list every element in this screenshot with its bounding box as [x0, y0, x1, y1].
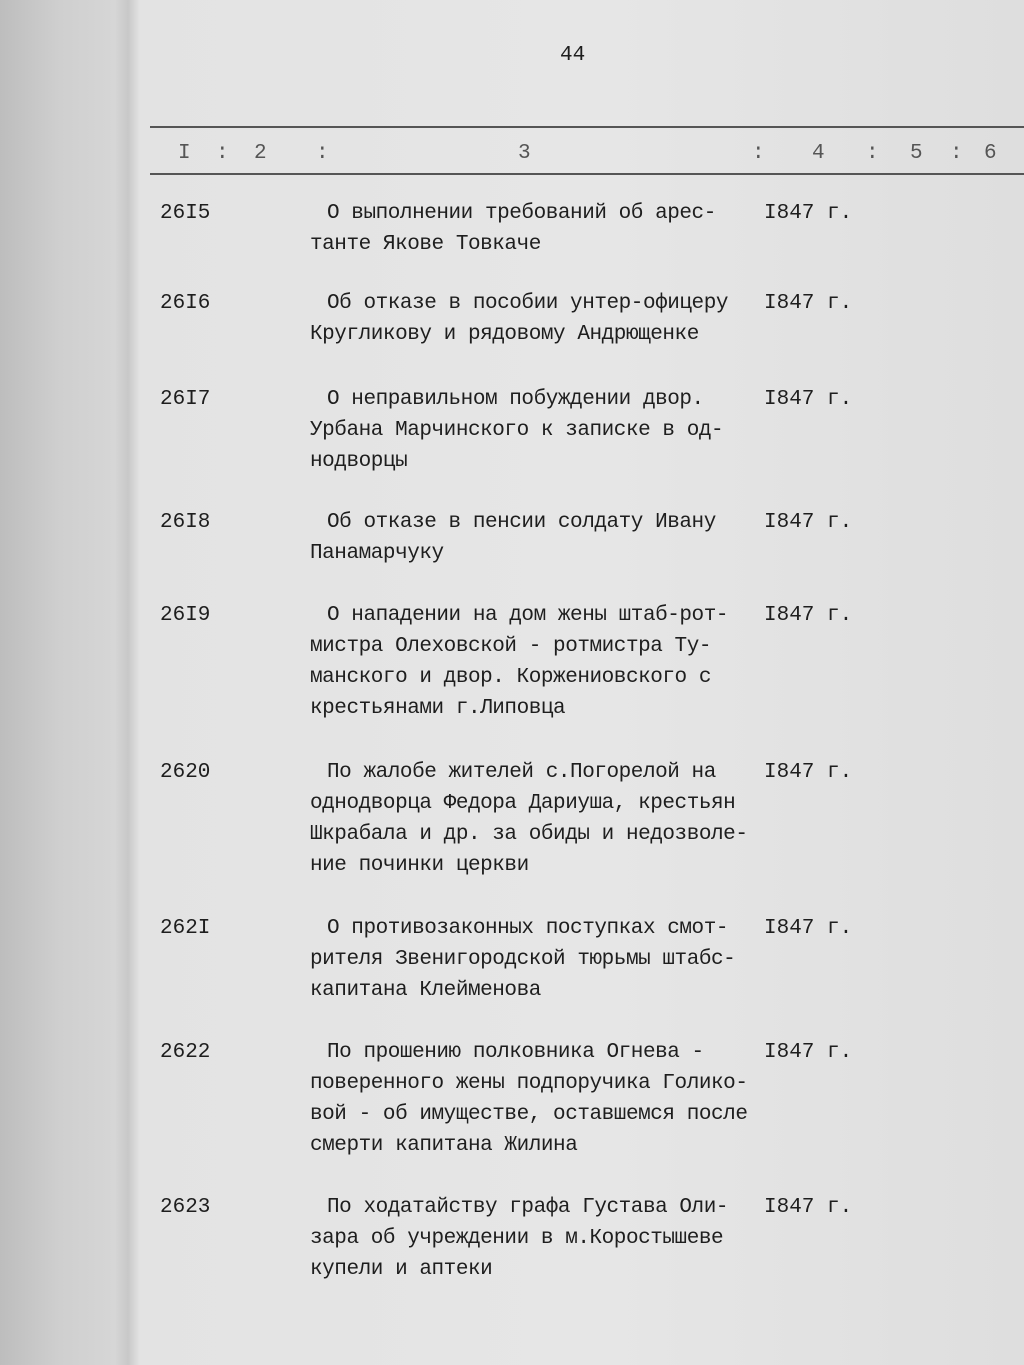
entry-year: I847 г. [764, 202, 853, 225]
entry-description [310, 288, 728, 350]
description-line: купели и аптеки [310, 1258, 493, 1281]
description-line: Панамарчуку [310, 542, 444, 565]
column-header-1: I [178, 142, 191, 165]
description-line: О неправильном побуждении двор. [327, 388, 704, 411]
entry-description [310, 198, 716, 260]
entry-number: 26I6 [160, 292, 211, 315]
description-line: ние починки церкви [310, 854, 529, 877]
entry-description [310, 1037, 747, 1161]
column-header-6: 6 [984, 142, 997, 165]
entry-description [310, 600, 728, 724]
description-line: смерти капитана Жилина [310, 1134, 578, 1157]
header-top-rule [150, 126, 1024, 128]
column-header-5: 5 [910, 142, 923, 165]
entry-number: 26I5 [160, 202, 211, 225]
entry-number: 26I9 [160, 604, 211, 627]
description-line: мистра Олеховской - ротмистра Ту- [310, 635, 712, 658]
entry-number: 26I7 [160, 388, 211, 411]
description-line: О противозаконных поступках смот- [327, 917, 729, 940]
column-separator: : [316, 142, 329, 165]
page-number: 44 [560, 44, 586, 67]
entry-number: 2622 [160, 1041, 211, 1064]
entry-year: I847 г. [764, 917, 853, 940]
entry-number: 262I [160, 917, 211, 940]
header-bottom-rule [150, 173, 1024, 175]
description-line: нодворцы [310, 450, 408, 473]
entry-year: I847 г. [764, 511, 853, 534]
description-line: поверенного жены подпоручика Голико- [310, 1072, 748, 1095]
description-line: О выполнении требований об арес- [327, 202, 716, 225]
column-header-4: 4 [812, 142, 825, 165]
entry-year: I847 г. [764, 1041, 853, 1064]
column-header-2: 2 [254, 142, 267, 165]
entry-year: I847 г. [764, 604, 853, 627]
description-line: вой - об имуществе, оставшемся после [310, 1103, 748, 1126]
entry-year: I847 г. [764, 1196, 853, 1219]
description-line: Об отказе в пенсии солдату Ивану [327, 511, 716, 534]
column-separator: : [950, 142, 963, 165]
entry-year: I847 г. [764, 388, 853, 411]
column-header-3: 3 [518, 142, 531, 165]
description-line: По ходатайству графа Густава Оли- [327, 1196, 729, 1219]
description-line: О нападении на дом жены штаб-рот- [327, 604, 729, 627]
description-line: рителя Звенигородской тюрьмы штабс- [310, 948, 736, 971]
entry-description [310, 384, 723, 477]
description-line: крестьянами г.Липовца [310, 697, 566, 720]
description-line: зара об учреждении в м.Коростышеве [310, 1227, 724, 1250]
entry-number: 2620 [160, 761, 211, 784]
entry-number: 26I8 [160, 511, 211, 534]
column-separator: : [216, 142, 229, 165]
column-separator: : [752, 142, 765, 165]
entry-description [310, 757, 747, 881]
description-line: Шкрабала и др. за обиды и недозволе- [310, 823, 748, 846]
entry-description [310, 507, 716, 569]
entry-description [310, 1192, 728, 1285]
description-line: Об отказе в пособии унтер-офицеру [327, 292, 729, 315]
entry-number: 2623 [160, 1196, 211, 1219]
description-line: однодворца Федора Дариуша, крестьян [310, 792, 736, 815]
description-line: манского и двор. Коржениовского с [310, 666, 712, 689]
description-line: капитана Клейменова [310, 979, 541, 1002]
description-line: танте Якове Товкаче [310, 233, 541, 256]
description-line: Кругликову и рядовому Андрющенке [310, 323, 699, 346]
entry-year: I847 г. [764, 292, 853, 315]
description-line: По прошению полковника Огнева - [327, 1041, 704, 1064]
column-separator: : [866, 142, 879, 165]
entry-year: I847 г. [764, 761, 853, 784]
entry-description [310, 913, 735, 1006]
description-line: По жалобе жителей с.Погорелой на [327, 761, 716, 784]
description-line: Урбана Марчинского к записке в од- [310, 419, 724, 442]
